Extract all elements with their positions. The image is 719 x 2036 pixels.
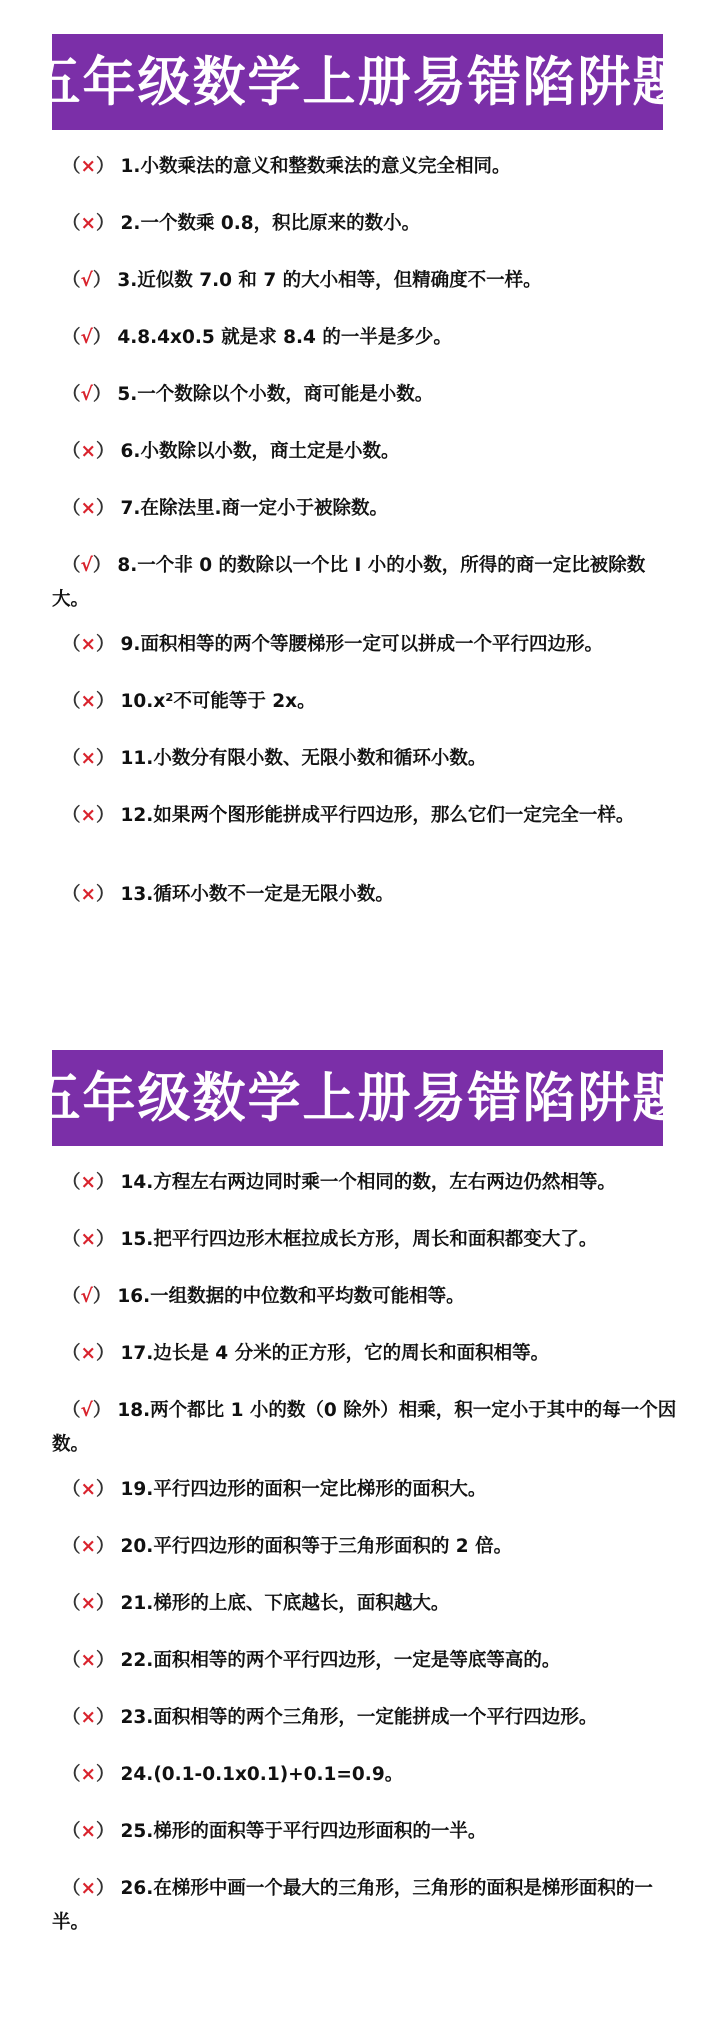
paren-open: （ <box>62 1172 81 1193</box>
paren-open: （ <box>62 441 81 462</box>
question-text: 6.小数除以小数，商土定是小数。 <box>120 441 400 462</box>
question-text: 16.一组数据的中位数和平均数可能相等。 <box>117 1286 465 1307</box>
question-text: 22.面积相等的两个平行四边形，一定是等底等高的。 <box>120 1650 561 1671</box>
answer-cross-mark <box>62 1758 115 1792</box>
mark-symbol: √ <box>80 270 93 291</box>
paren-close: ） <box>96 805 115 826</box>
paren-open: （ <box>62 1878 81 1899</box>
mark-symbol: × <box>80 1536 97 1557</box>
question-text: 24.(0.1-0.1x0.1)+0.1=0.9。 <box>120 1764 404 1785</box>
paren-open: （ <box>62 270 81 291</box>
answer-cross-mark <box>62 628 115 662</box>
question-item <box>52 1394 682 1462</box>
answer-cross-mark <box>62 1337 115 1371</box>
question-item <box>52 1758 682 1792</box>
mark-symbol: √ <box>80 555 93 576</box>
paren-open: （ <box>62 498 81 519</box>
question-text: 21.梯形的上底、下底越长，面积越大。 <box>120 1593 450 1614</box>
paren-close: ） <box>92 555 112 576</box>
paren-close: ） <box>96 1172 115 1193</box>
paren-close: ） <box>96 156 115 177</box>
answer-cross-mark <box>62 1872 115 1906</box>
paren-close: ） <box>96 213 115 234</box>
paren-close: ） <box>92 270 112 291</box>
paren-close: ） <box>96 748 115 769</box>
mark-symbol: × <box>80 884 97 905</box>
paren-open: （ <box>62 1764 81 1785</box>
question-item <box>52 1644 682 1678</box>
question-item <box>52 264 682 298</box>
question-text: 10.x²不可能等于 2x。 <box>120 691 316 712</box>
answer-cross-mark <box>62 207 115 241</box>
answer-check-mark <box>62 378 111 412</box>
mark-symbol: √ <box>80 1286 93 1307</box>
paren-open: （ <box>62 634 81 655</box>
paren-open: （ <box>62 691 81 712</box>
paren-close: ） <box>96 1536 115 1557</box>
paren-close: ） <box>92 1400 112 1421</box>
paren-open: （ <box>62 555 81 576</box>
paren-open: （ <box>62 1707 81 1728</box>
mark-symbol: × <box>80 1172 97 1193</box>
paren-close: ） <box>96 1650 115 1671</box>
answer-check-mark <box>62 549 111 583</box>
question-text: 2.一个数乘 0.8，积比原来的数小。 <box>120 213 421 234</box>
answer-cross-mark <box>62 1587 115 1621</box>
mark-symbol: √ <box>80 384 93 405</box>
answer-check-mark <box>62 264 111 298</box>
question-text: 7.在除法里.商一定小于被除数。 <box>120 498 388 519</box>
paren-open: （ <box>62 1650 81 1671</box>
question-text: 5.一个数除以个小数，商可能是小数。 <box>117 384 434 405</box>
answer-cross-mark <box>62 1644 115 1678</box>
paren-close: ） <box>96 1764 115 1785</box>
paren-open: （ <box>62 213 81 234</box>
paren-close: ） <box>96 1593 115 1614</box>
question-item <box>52 1815 682 1849</box>
answer-check-mark <box>62 1280 111 1314</box>
paren-close: ） <box>96 1479 115 1500</box>
paren-close: ） <box>96 1707 115 1728</box>
question-item <box>52 1223 682 1257</box>
question-item <box>52 742 682 776</box>
mark-symbol: × <box>80 1821 97 1842</box>
mark-symbol: √ <box>80 327 93 348</box>
paren-close: ） <box>96 441 115 462</box>
question-text: 13.循环小数不一定是无限小数。 <box>120 884 394 905</box>
mark-symbol: × <box>80 1707 97 1728</box>
question-text: 17.边长是 4 分米的正方形，它的周长和面积相等。 <box>120 1343 550 1364</box>
paren-open: （ <box>62 327 81 348</box>
question-item <box>52 685 682 719</box>
answer-check-mark <box>62 1394 111 1428</box>
paren-close: ） <box>96 691 115 712</box>
question-item <box>52 435 682 469</box>
mark-symbol: × <box>80 1764 97 1785</box>
answer-cross-mark <box>62 1166 115 1200</box>
question-text: 1.小数乘法的意义和整数乘法的意义完全相同。 <box>120 156 511 177</box>
answer-cross-mark <box>62 1530 115 1564</box>
question-item <box>52 378 682 412</box>
paren-close: ） <box>96 1229 115 1250</box>
paren-open: （ <box>62 1229 81 1250</box>
question-item <box>52 1473 682 1507</box>
question-text: 11.小数分有限小数、无限小数和循环小数。 <box>120 748 487 769</box>
question-text: 23.面积相等的两个三角形，一定能拼成一个平行四边形。 <box>120 1707 598 1728</box>
paren-close: ） <box>96 884 115 905</box>
mark-symbol: × <box>80 1229 97 1250</box>
question-item <box>52 878 682 912</box>
paren-close: ） <box>96 1343 115 1364</box>
question-item <box>52 628 682 662</box>
answer-cross-mark <box>62 435 115 469</box>
question-text: 4.8.4x0.5 就是求 8.4 的一半是多少。 <box>117 327 452 348</box>
paren-close: ） <box>96 1821 115 1842</box>
question-item <box>52 1166 682 1200</box>
answer-cross-mark <box>62 1815 115 1849</box>
question-text: 18.两个都比 1 小的数（0 除外）相乘，积一定小于其中的每一个因数。 <box>52 1400 677 1455</box>
question-item <box>52 207 682 241</box>
question-item <box>52 1872 682 1940</box>
mark-symbol: × <box>80 1479 97 1500</box>
mark-symbol: × <box>80 213 97 234</box>
answer-cross-mark <box>62 492 115 526</box>
section-title-banner <box>27 34 688 130</box>
paren-open: （ <box>62 156 81 177</box>
paren-open: （ <box>62 1479 81 1500</box>
section-title-banner <box>27 1050 688 1146</box>
question-item <box>52 1530 682 1564</box>
question-text: 12.如果两个图形能拼成平行四边形，那么它们一定完全一样。 <box>120 805 635 826</box>
mark-symbol: × <box>80 1650 97 1671</box>
answer-cross-mark <box>62 742 115 776</box>
question-text: 20.平行四边形的面积等于三角形面积的 2 倍。 <box>120 1536 513 1557</box>
question-item <box>52 799 682 833</box>
question-item <box>52 1701 682 1735</box>
question-text: 8.一个非 0 的数除以一个比 I 小的小数，所得的商一定比被除数大。 <box>52 555 646 610</box>
answer-cross-mark <box>62 150 115 184</box>
question-text: 9.面积相等的两个等腰梯形一定可以拼成一个平行四边形。 <box>120 634 603 655</box>
question-text: 3.近似数 7.0 和 7 的大小相等，但精确度不一样。 <box>117 270 542 291</box>
question-text: 15.把平行四边形木框拉成长方形，周长和面积都变大了。 <box>120 1229 598 1250</box>
question-item <box>52 1280 682 1314</box>
paren-close: ） <box>92 1286 112 1307</box>
question-text: 14.方程左右两边同时乘一个相同的数，左右两边仍然相等。 <box>120 1172 616 1193</box>
answer-cross-mark <box>62 685 115 719</box>
paren-open: （ <box>62 748 81 769</box>
answer-cross-mark <box>62 1701 115 1735</box>
section-title: 五年级数学上册易错陷阱题 <box>27 1067 688 1129</box>
mark-symbol: × <box>80 1343 97 1364</box>
question-item <box>52 492 682 526</box>
question-text: 26.在梯形中画一个最大的三角形，三角形的面积是梯形面积的一半。 <box>52 1878 653 1933</box>
paren-open: （ <box>62 1821 81 1842</box>
mark-symbol: × <box>80 156 97 177</box>
mark-symbol: × <box>80 748 97 769</box>
paren-close: ） <box>92 327 112 348</box>
paren-open: （ <box>62 1286 81 1307</box>
answer-check-mark <box>62 321 111 355</box>
question-text: 25.梯形的面积等于平行四边形面积的一半。 <box>120 1821 487 1842</box>
question-text: 19.平行四边形的面积一定比梯形的面积大。 <box>120 1479 487 1500</box>
section-title: 五年级数学上册易错陷阱题 <box>27 51 688 113</box>
paren-close: ） <box>96 634 115 655</box>
paren-open: （ <box>62 384 81 405</box>
mark-symbol: × <box>80 805 97 826</box>
mark-symbol: × <box>80 498 97 519</box>
answer-cross-mark <box>62 878 115 912</box>
question-item <box>52 321 682 355</box>
mark-symbol: × <box>80 634 97 655</box>
question-item <box>52 549 682 617</box>
question-item <box>52 1587 682 1621</box>
answer-cross-mark <box>62 1473 115 1507</box>
paren-open: （ <box>62 805 81 826</box>
question-item <box>52 150 682 184</box>
paren-open: （ <box>62 1593 81 1614</box>
mark-symbol: √ <box>80 1400 93 1421</box>
answer-cross-mark <box>62 1223 115 1257</box>
mark-symbol: × <box>80 1593 97 1614</box>
paren-close: ） <box>92 384 112 405</box>
paren-open: （ <box>62 1343 81 1364</box>
question-item <box>52 1337 682 1371</box>
paren-open: （ <box>62 884 81 905</box>
paren-close: ） <box>96 498 115 519</box>
mark-symbol: × <box>80 441 97 462</box>
mark-symbol: × <box>80 691 97 712</box>
paren-open: （ <box>62 1400 81 1421</box>
paren-close: ） <box>96 1878 115 1899</box>
mark-symbol: × <box>80 1878 97 1899</box>
paren-open: （ <box>62 1536 81 1557</box>
answer-cross-mark <box>62 799 115 833</box>
